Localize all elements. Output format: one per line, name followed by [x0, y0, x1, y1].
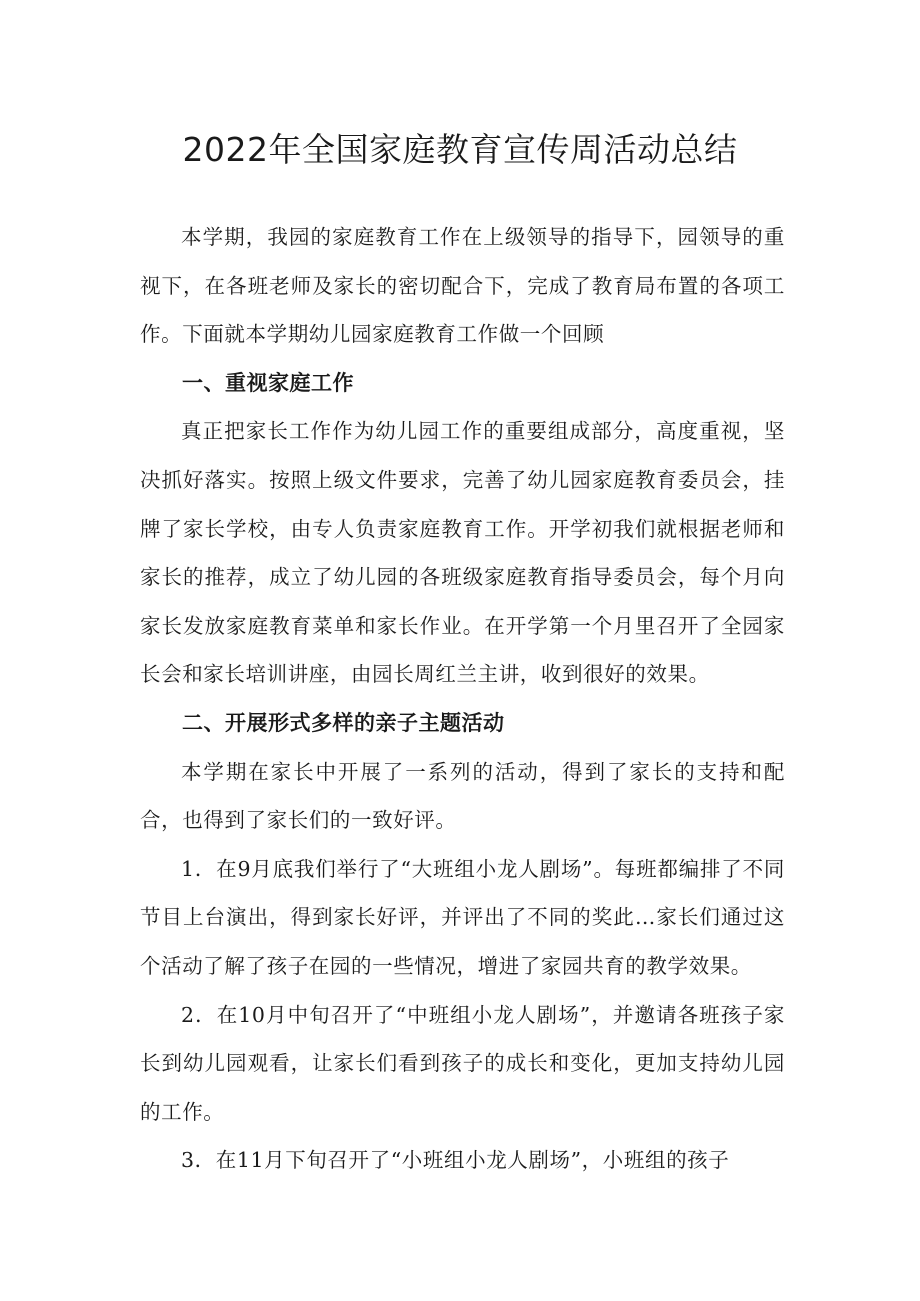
list-item-2: 2．在10月中旬召开了“中班组小龙人剧场”，并邀请各班孩子家长到幼儿园观看，让家长们看到孩子的成长和变化，更加支持幼儿园的工作。	[140, 1002, 785, 1124]
section-1-paragraph: 真正把家长工作作为幼儿园工作的重要组成部分，高度重视，坚决抓好落实。按照上级文件要求，完善了幼儿园家庭教育委员会，挂牌了家长学校，由专人负责家庭教育工作。开学初我们就根据老师和家长的推荐，成立了幼儿园的各班级家庭教育指导委员会，每个月向家长发放家庭教育菜单和家长作业。在开学第一个月里召开了全园家长会和家长培训讲座，由园长周红兰主讲，收到很好的效果。	[140, 419, 785, 687]
intro-paragraph: 本学期，我园的家庭教育工作在上级领导的指导下，园领导的重视下，在各班老师及家长的密切配合下，完成了教育局布置的各项工作。下面就本学期幼儿园家庭教育工作做一个回顾	[140, 225, 785, 347]
section-heading-2: 二、开展形式多样的亲子主题活动	[182, 710, 505, 735]
section-2-paragraph: 本学期在家长中开展了一系列的活动，得到了家长的支持和配合，也得到了家长们的一致好评。	[140, 759, 785, 833]
document-title: 2022年全国家庭教育宣传周活动总结	[182, 130, 738, 169]
document-body	[140, 213, 785, 1185]
list-item-3: 3．在11月下旬召开了“小班组小龙人剧场”，小班组的孩子	[181, 1148, 730, 1173]
section-heading-1: 一、重视家庭工作	[182, 370, 354, 395]
list-item-1: 1．在9月底我们举行了“大班组小龙人剧场”。每班都编排了不同节目上台演出，得到家长好评，并评出了不同的奖此…家长们通过这个活动了解了孩子在园的一些情况，增进了家园共育的教学效果。	[140, 856, 785, 978]
